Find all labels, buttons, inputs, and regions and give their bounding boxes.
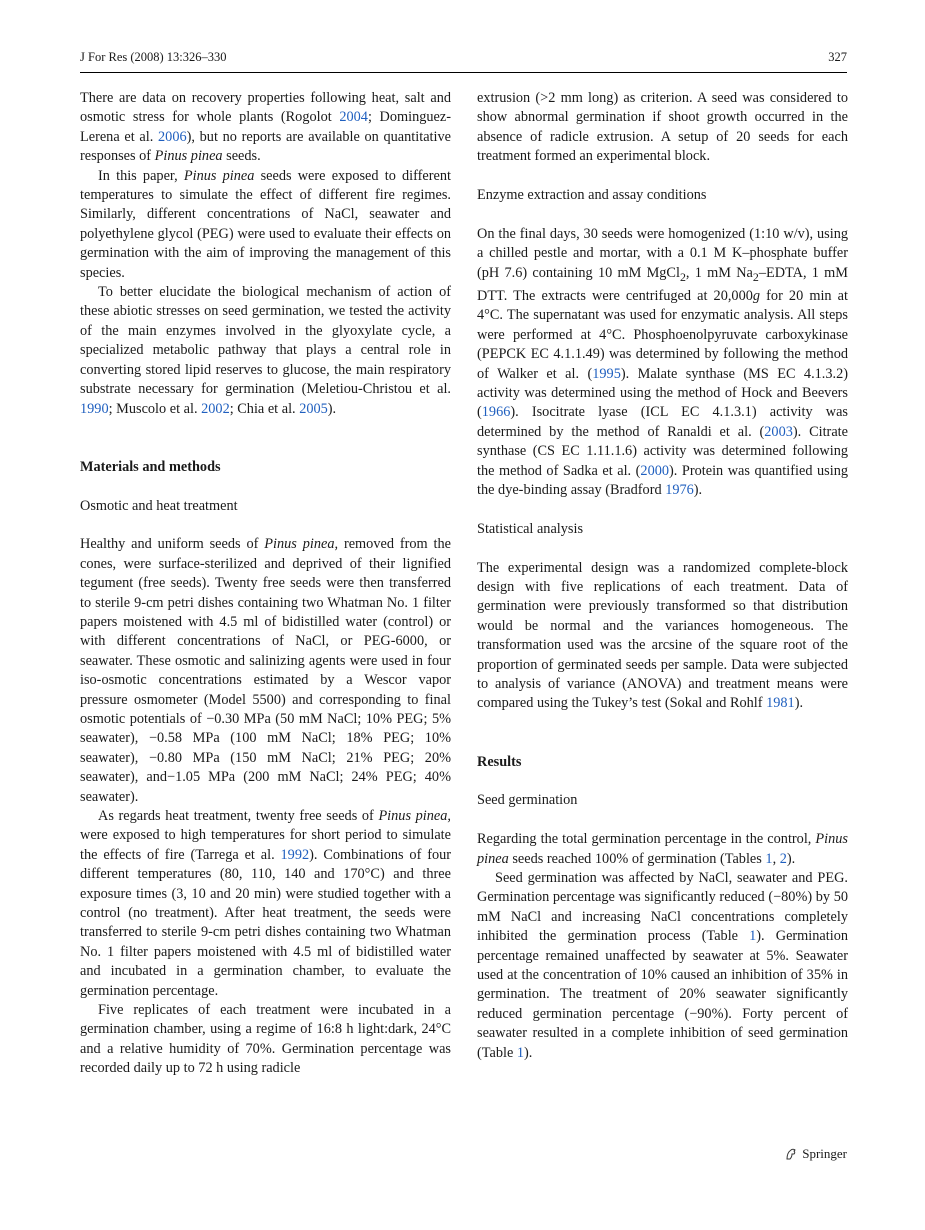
citation-link[interactable]: 2004	[339, 109, 368, 126]
paragraph-salinity-effects: Seed germination was affected by NaCl, seawater and PEG. Germination percentage was significantly reduced (−80%) by 50 mM NaCl and increasing NaCl concentrations completely inhibited the germination process (Table 1). Germination percentage remained unaffected by seawater at 5%. Seawater used at the concentration of 10% caused an inhibition of 35% in germination. The treatment of 20% seawater significantly reduced germination percentage (−90%). Forty percent of seawater resulted in a complete inhibition of seed germination (Table 1).	[477, 870, 849, 1061]
publisher-footer	[784, 1146, 847, 1162]
table-link[interactable]: 1	[749, 928, 757, 945]
citation-link[interactable]: 2005	[299, 400, 328, 417]
table-link[interactable]: 1	[765, 850, 773, 867]
paragraph-control-germination: Regarding the total germination percentage in the control, Pinus pinea seeds reached 100% of germination (Tables 1, 2).	[477, 831, 848, 867]
section-heading-methods: Materials and methods	[80, 458, 221, 475]
citation-link[interactable]: 2002	[201, 400, 230, 417]
table-link[interactable]: 1	[516, 1044, 525, 1061]
citation-link[interactable]: 1976	[665, 481, 694, 498]
citation-link[interactable]: 1990	[80, 400, 109, 417]
paragraph-heat-treatment: As regards heat treatment, twenty free seeds of Pinus pinea, were exposed to high temperatures for short period to simulate the effects of fire (Tarrega et al. 1992). Combinations of four different temperatures (80, 110, 140 and 170°C) and three exposure times (3, 10 and 20 min) were studied together with a control (no treatment). After heat treatment, the seeds were transferred to sterile 9-cm petri dishes containing two Whatman No. 1 filter papers moistened with 4.5 ml of bidistilled water and incubated in a germination chamber, to evaluate the germination percentage.	[80, 807, 452, 999]
citation-link[interactable]: 2006	[158, 128, 187, 145]
running-header	[80, 50, 847, 73]
right-column	[477, 89, 848, 1063]
subsection-heading-osmotic-heat: Osmotic and heat treatment	[80, 497, 238, 514]
citation-link[interactable]: 1966	[481, 404, 511, 421]
page-number: 327	[828, 50, 847, 64]
citation-link[interactable]: 1992	[280, 846, 310, 863]
left-column	[80, 89, 451, 1079]
publisher-name: Springer	[802, 1146, 847, 1161]
paragraph-osmotic-treatment: Healthy and uniform seeds of Pinus pinea, removed from the cones, were surface-sterilized and deprived of their lignified tegument (free seeds). Twenty free seeds were then transferred to sterile 9-cm petri dishes containing two Whatman No. 1 filter papers moistened with 4.5 ml of bidistilled water (control) or with different concentrations of NaCl, or PEG-6000, or seawater. These osmotic and salinizing agents were used in four iso-osmotic concentrations estimated by a Wescor vapor pressure osmometer (Model 5500) and corresponding to final osmotic potentials of −0.30 MPa (50 mM NaCl; 10% PEG; 5% seawater), −0.58 MPa (100 mM NaCl; 18% PEG; 10% seawater), −0.80 MPa (150 mM NaCl; 21% PEG; 20% seawater), and−1.05 MPa (200 mM NaCl; 24% PEG; 40% seawater).	[80, 536, 451, 805]
citation-link[interactable]: 2000	[640, 462, 670, 479]
paragraph-recovery: There are data on recovery properties following heat, salt and osmotic stress for whole plants (Rogolot 2004; Dominguez-Lerena et al. 2006), but no reports are available on quantitative responses of Pinus pinea seeds.	[80, 90, 451, 165]
paragraph-replicates: Five replicates of each treatment were incubated in a germination chamber, using a regime of 16:8 h light:dark, 24°C and a relative humidity of 70%. Germination percentage was recorded daily up to 72 h using radicle	[80, 1002, 451, 1077]
citation-link[interactable]: 1981	[766, 695, 795, 712]
springer-horse-icon	[784, 1147, 798, 1161]
paragraph-extrusion: extrusion (>2 mm long) as criterion. A seed was considered to show abnormal germination if shoot growth occurred in the absence of radicle extrusion. A setup of 20 seeds for each treatment formed an experimental block.	[477, 90, 848, 165]
section-heading-results: Results	[477, 753, 522, 770]
paragraph-enzyme-assay: On the final days, 30 seeds were homogenized (1:10 w/v), using a chilled pestle and mortar, with a 0.1 M K–phosphate buffer (pH 7.6) containing 10 mM MgCl$_2$, 1 mM $Na_2$–EDTA, 1 mM DTT. The extracts were centrifuged at 20,000g for 20 min at 4°C. The supernatant was used for enzymatic analysis. All steps were performed at 4°C. Phosphoenolpyruvate carboxykinase (PEPCK EC 4.1.1.49) was determined by following the method of Walker et al. (1995). Malate synthase (MS EC 4.1.3.2) activity was determined using the method of Hock and Beevers (1966). Isocitrate lyase (ICL EC 4.1.3.1) activity was determined by the method of Ranaldi et al. (2003). Citrate synthase (CS EC 1.11.1.6) activity was determined following the method of Sadka et al. (2000). Protein was quantified using the dye-binding assay (Bradford 1976).	[477, 225, 849, 498]
subsection-heading-statistics: Statistical analysis	[477, 520, 584, 537]
paragraph-aim: In this paper, Pinus pinea seeds were exposed to different temperatures to simulate the effect of different fire regimes. Similarly, different concentrations of NaCl, seawater and polyethylene glycol (PEG) were used to evaluate their effects on germination with the aim of improving the management of this species.	[80, 167, 451, 281]
citation-link[interactable]: 1995	[592, 365, 621, 382]
subsection-heading-seed-germination: Seed germination	[477, 792, 578, 809]
citation-link[interactable]: 2003	[764, 423, 793, 440]
journal-citation: J For Res (2008) 13:326–330	[80, 50, 227, 64]
paragraph-mechanism: To better elucidate the biological mechanism of action of these abiotic stresses on seed germination, we tested the activity of the main enzymes involved in the glyoxylate cycle, a specialized metabolic pathway that plays a central role in converting stored lipid reserves to glucose, the main respiratory substrate necessary for germination (Meletiou-Christou et al. 1990; Muscolo et al. 2002; Chia et al. 2005).	[80, 284, 451, 417]
paragraph-statistics: The experimental design was a randomized complete-block design with five replications of each treatment. Data of germination were previously transformed so that distribution would be normal and the variances homogeneous. The transformation used was the arcsine of the square root of the proportion of germinated seeds per sample. Data were subjected to analysis of variance (ANOVA) and treatment means were compared using the Tukey’s test (Sokal and Rohlf 1981).	[477, 559, 848, 712]
subsection-heading-enzyme: Enzyme extraction and assay conditions	[477, 187, 707, 204]
table-link[interactable]: 2	[779, 850, 787, 867]
